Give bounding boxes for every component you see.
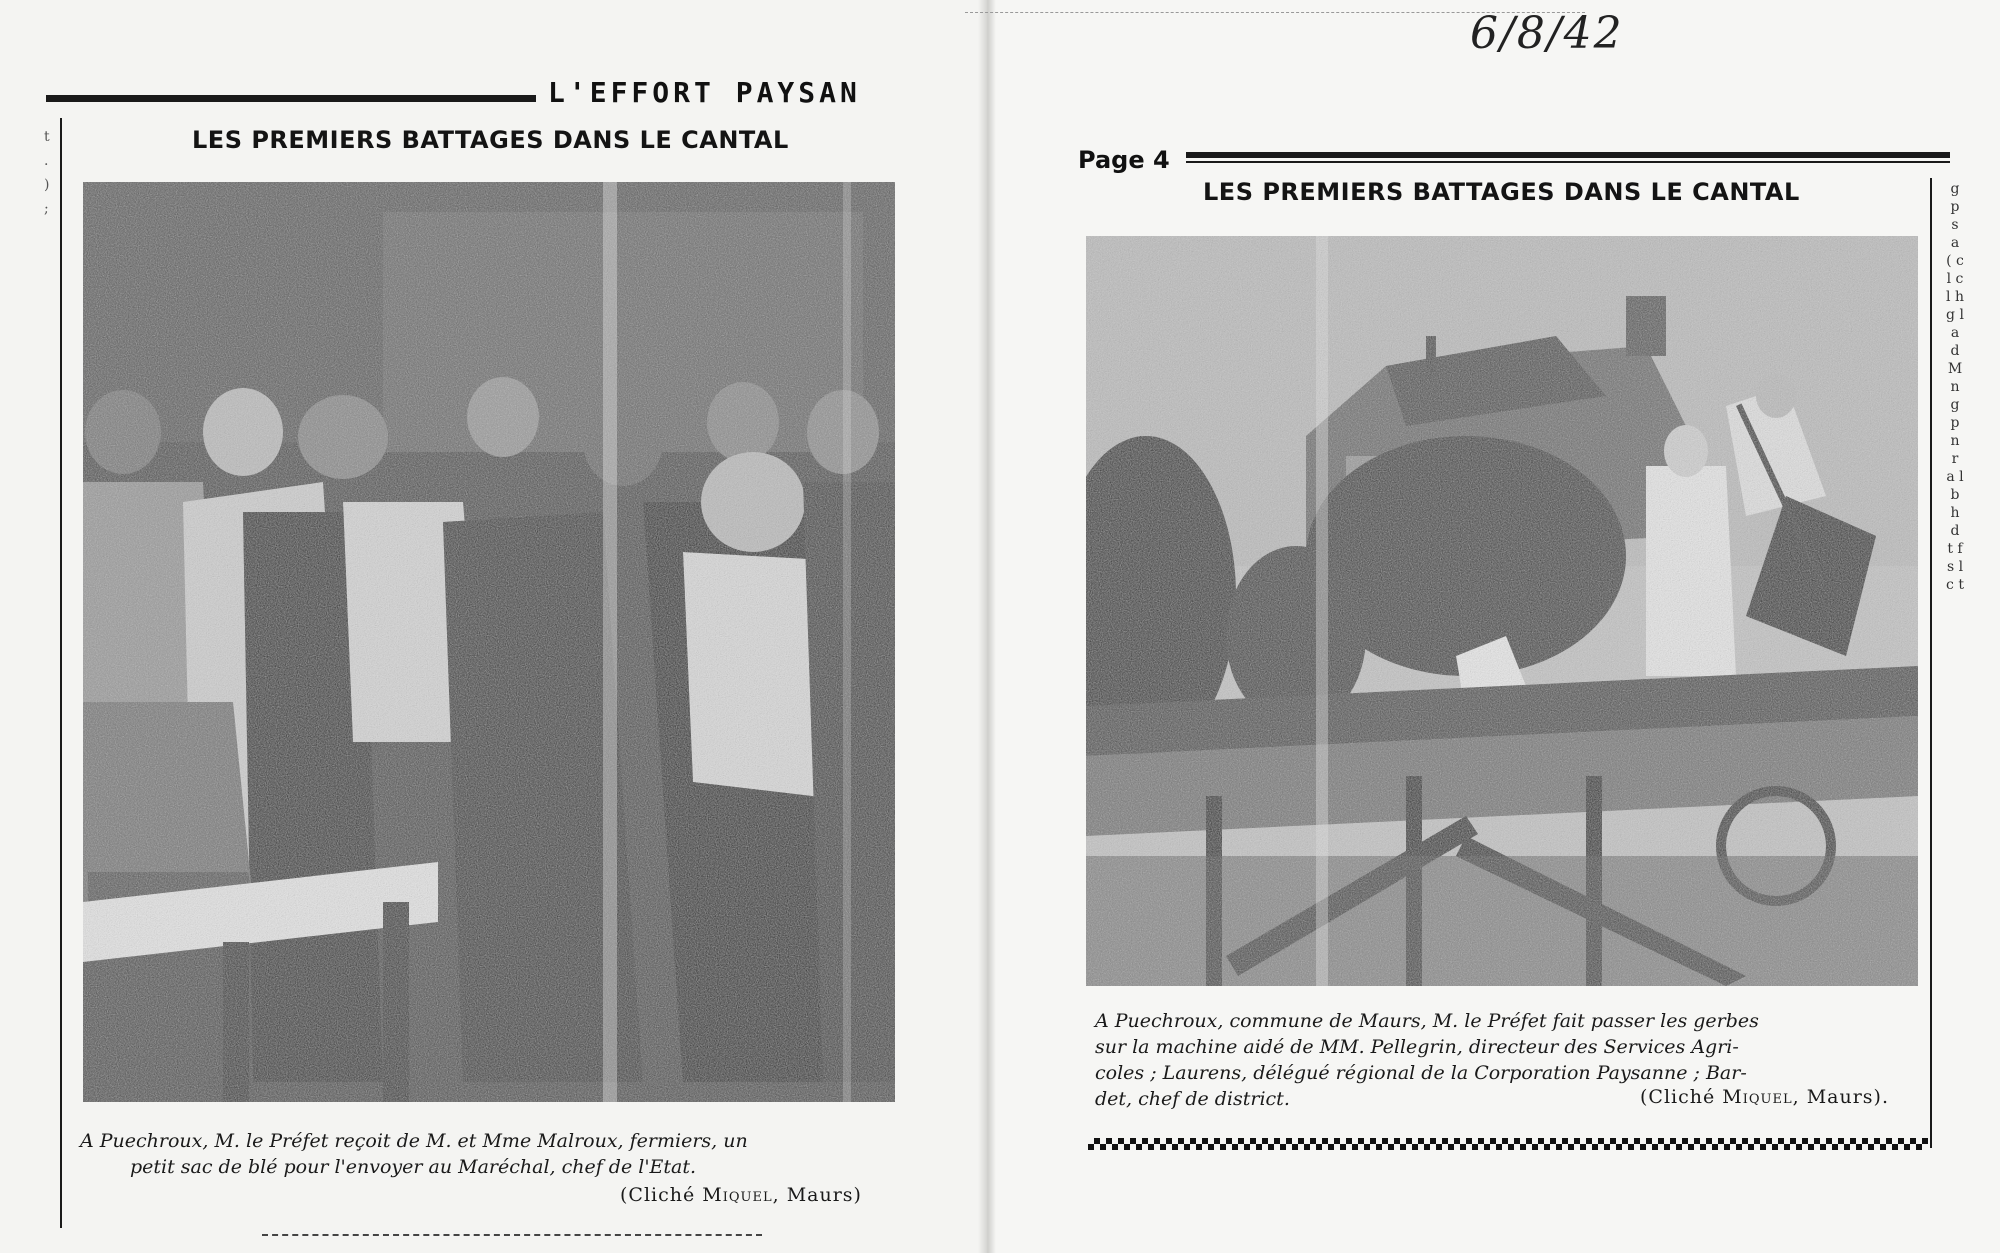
newspaper-name: L'EFFORT PAYSAN [548,76,861,109]
right-headline: LES PREMIERS BATTAGES DANS LE CANTAL [1203,178,1800,206]
right-photo [1086,236,1918,986]
left-credit-close: , Maurs) [772,1184,862,1206]
left-credit-name: Miquel [702,1184,773,1206]
left-margin-rule [60,118,62,1228]
right-caption-line4: det, chef de district. [1095,1088,1290,1110]
left-credit-open: (Cliché [620,1184,696,1206]
page-rule [1186,152,1950,158]
left-margin-fragments: t . ) ; [44,129,50,217]
left-headline: LES PREMIERS BATTAGES DANS LE CANTAL [192,126,789,154]
page-fold [978,0,996,1253]
checker-border [1088,1138,1928,1150]
page-label: Page 4 [1078,146,1170,174]
left-caption-line1: A Puechroux, M. le Préfet reçoit de M. et Mme Malroux, fermiers, un [80,1130,748,1152]
left-caption-line2: petit sac de blé pour l'envoyer au Maréchal, chef de l'Etat. [130,1156,697,1178]
right-margin-rule [1930,178,1932,1148]
right-credit-name: Miquel [1722,1086,1793,1108]
left-photo-credit [620,1184,862,1206]
group-at-table-image [83,182,895,1102]
right-caption-line1: A Puechroux, commune de Maurs, M. le Préfet fait passer les gerbes [1095,1010,1759,1032]
handwritten-date: 6/8/42 [1470,8,1624,59]
right-credit-close: , Maurs). [1792,1086,1889,1108]
right-caption-line2: sur la machine aidé de MM. Pellegrin, directeur des Services Agri- [1095,1036,1739,1058]
right-margin-fragments: g p s a ( c l c l h g l a d M n g p n r a l b h d t f s l c t [1946,181,1964,593]
page-rule-thin [1186,161,1950,163]
masthead-rule-left [46,95,536,102]
left-bottom-dashed-rule [262,1234,762,1236]
right-caption-line3: coles ; Laurens, délégué régional de la Corporation Paysanne ; Bar- [1095,1062,1747,1084]
left-photo [83,182,895,1102]
right-credit-open: (Cliché [1640,1086,1716,1108]
threshing-machine-image [1086,236,1918,986]
right-photo-credit [1640,1086,1889,1108]
